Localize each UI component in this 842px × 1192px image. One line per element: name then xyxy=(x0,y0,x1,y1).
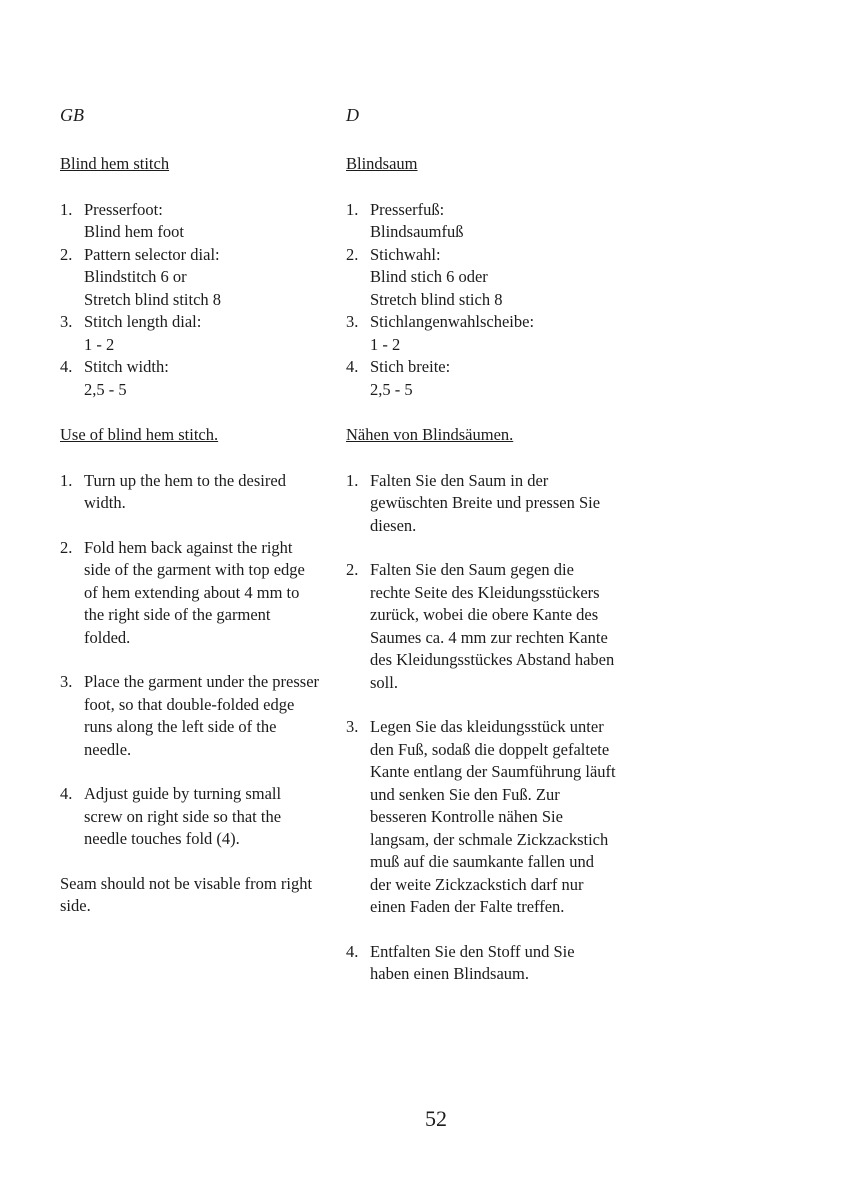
steps-list-d xyxy=(346,470,616,986)
step-item: 1. Falten Sie den Saum in der gewüschten Breite und pressen Sie diesen. xyxy=(346,470,601,535)
step-text: Entfalten Sie den Stoff und Sie haben einen Blindsaum. xyxy=(370,941,575,983)
setting-item: 4. Stich breite: 2,5 - 5 xyxy=(346,356,616,401)
setting-item: 1. Presserfoot: Blind hem foot xyxy=(60,199,320,244)
setting-label: Pattern selector dial: xyxy=(84,244,220,264)
setting-value: Blindsaumfuß xyxy=(370,222,464,241)
step-item: 3. Legen Sie das kleidungsstück unter den Fuß, sodaß die doppelt gefaltete Kante entlang der Saumführung läuft und senken Sie den Fuß. Zur besseren Kontrolle nähen Sie langsam, der schmale Zickzackstich muß auf die saumkante fallen und der weite Zickzackstich darf nur einen Faden der Falte treffen. xyxy=(346,717,616,916)
step-item: 3. Place the garment under the presser foot, so that double-folded edge runs along the left side of the needle. xyxy=(60,672,320,759)
english-column xyxy=(60,104,320,918)
setting-label: Stitch width: xyxy=(84,357,169,376)
setting-label: Presserfoot: xyxy=(84,199,163,219)
step-text: Turn up the hem to the desired width. xyxy=(84,470,286,512)
setting-item: 2. Pattern selector dial: Blindstitch 6 or Stretch blind stitch 8 xyxy=(60,244,320,312)
step-item: 1. Turn up the hem to the desired width. xyxy=(60,470,286,512)
step-text: Falten Sie den Saum gegen die rechte Seite des Kleidungsstückers zurück, wobei die obere Kante des Saumes ca. 4 mm zur rechten Kante des Kleidungsstückes Abstand haben soll. xyxy=(370,560,615,692)
step-text: Adjust guide by turning small screw on right side so that the needle touches fold (4). xyxy=(84,784,282,848)
german-column xyxy=(346,104,616,1008)
setting-item: 4. Stitch width: 2,5 - 5 xyxy=(60,356,320,401)
page-number: 52 xyxy=(425,1106,447,1131)
setting-item: 2. Stichwahl: Blind stich 6 oder Stretch blind stich 8 xyxy=(346,244,616,312)
setting-value: Stretch blind stitch 8 xyxy=(84,289,222,309)
language-label-d: D xyxy=(346,105,359,125)
settings-list-gb xyxy=(60,199,320,402)
step-item: 2. Fold hem back against the right side of the garment with top edge of hem extending about 4 mm to the right side of the garment folded. xyxy=(60,537,305,647)
language-label-gb: GB xyxy=(60,105,84,125)
setting-label: Stich breite: xyxy=(370,357,451,376)
setting-label: Stitch length dial: xyxy=(84,312,202,331)
setting-label: Presserfuß: xyxy=(370,199,445,219)
setting-item: 3. Stichlangenwahlscheibe: 1 - 2 xyxy=(346,311,616,356)
setting-item: 3. Stitch length dial: 1 - 2 xyxy=(60,311,320,356)
setting-value: 1 - 2 xyxy=(84,334,115,354)
setting-value: 2,5 - 5 xyxy=(84,379,127,399)
steps-list-gb xyxy=(60,470,320,851)
setting-value: 1 - 2 xyxy=(370,334,401,354)
step-text: Falten Sie den Saum in der gewüschten Breite und pressen Sie diesen. xyxy=(370,470,601,535)
setting-value: Stretch blind stich 8 xyxy=(370,289,503,309)
step-text: Place the garment under the presser foot, so that double-folded edge runs along the left side of the needle. xyxy=(84,672,320,759)
step-text: Legen Sie das kleidungsstück unter den Fuß, sodaß die doppelt gefaltete Kante entlang der Saumführung läuft und senken Sie den Fuß. Zur besseren Kontrolle nähen Sie langsam, der schmale Zickzackstich muß auf die saumkante fallen und der weite Zickzackstich darf nur einen Faden der Falte treffen. xyxy=(370,717,616,916)
seam-note: Seam should not be visable from right side. xyxy=(60,873,313,915)
subsection-title-gb: Use of blind hem stitch. xyxy=(60,425,219,444)
setting-value: Blind stich 6 oder xyxy=(370,267,488,286)
step-item: 2. Falten Sie den Saum gegen die rechte Seite des Kleidungsstückers zurück, wobei die obere Kante des Saumes ca. 4 mm zur rechten Kante des Kleidungsstückes Abstand haben soll. xyxy=(346,560,615,692)
step-item: 4. Adjust guide by turning small screw on right side so that the needle touches fold (4). xyxy=(60,784,282,848)
step-text: Fold hem back against the right side of the garment with top edge of hem extending about 4 mm to the right side of the garment folded. xyxy=(84,537,305,647)
setting-value: Blindstitch 6 or xyxy=(84,267,187,286)
subsection-title-d: Nähen von Blindsäumen. xyxy=(346,425,514,444)
section-title-gb: Blind hem stitch xyxy=(60,154,170,173)
setting-value: Blind hem foot xyxy=(84,222,184,241)
section-title-d: Blindsaum xyxy=(346,154,418,173)
setting-item: 1. Presserfuß: Blindsaumfuß xyxy=(346,199,616,244)
step-item: 4. Entfalten Sie den Stoff und Sie haben einen Blindsaum. xyxy=(346,941,575,983)
setting-label: Stichlangenwahlscheibe: xyxy=(370,312,535,331)
settings-list-d xyxy=(346,199,616,402)
setting-value: 2,5 - 5 xyxy=(370,379,413,399)
setting-label: Stichwahl: xyxy=(370,244,441,264)
